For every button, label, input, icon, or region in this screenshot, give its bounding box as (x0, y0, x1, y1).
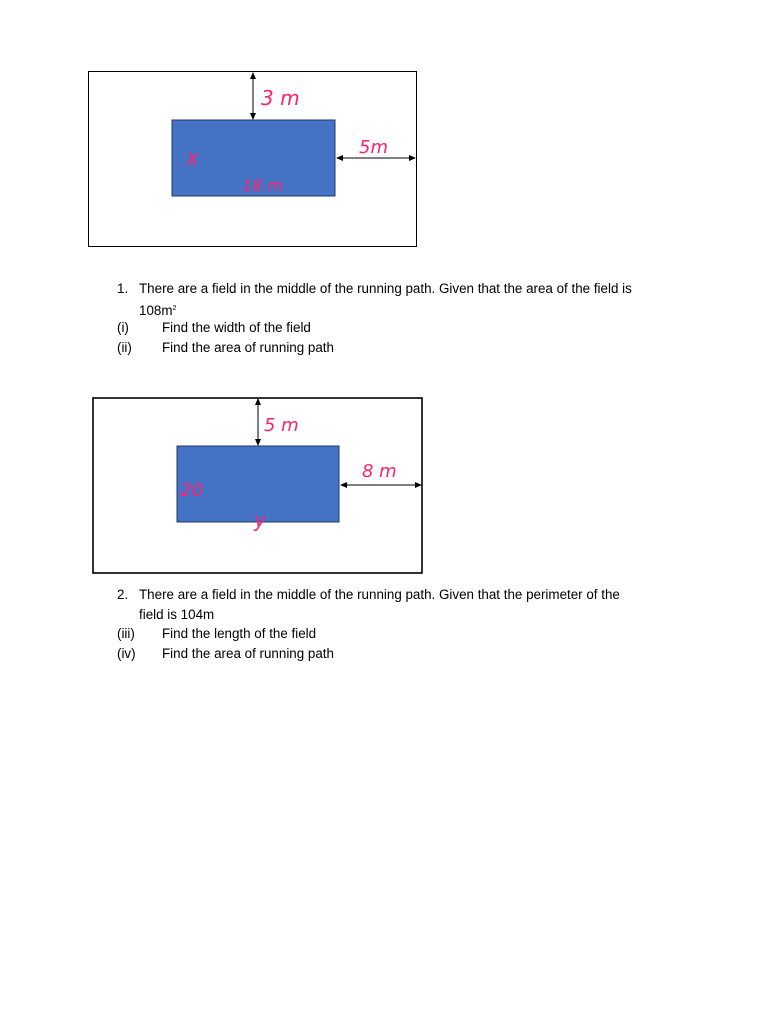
part-label: (iv) (117, 645, 136, 661)
question-text-line: There are a field in the middle of the running path. Given that the perimeter of the (139, 587, 620, 602)
question-text-line: field is 104m (139, 606, 215, 622)
figure-2-diagram (92, 397, 426, 575)
part-text: Find the length of the field (162, 626, 317, 641)
question-number: 2. (117, 587, 129, 602)
question-2 (117, 585, 717, 665)
label-field-width: x (186, 146, 200, 171)
part-text: Find the width of the field (162, 320, 311, 335)
part-text: Find the area of running path (162, 339, 334, 355)
figure-1 (88, 71, 420, 249)
label-top-distance: 5 m (264, 415, 299, 436)
figure-1-diagram (88, 71, 420, 249)
part-text: Find the area of running path (162, 645, 334, 661)
question-number: 1. (117, 281, 129, 296)
label-field-width: 20 (180, 480, 203, 501)
part-label: (ii) (117, 339, 132, 355)
label-field-length: 18 m (242, 176, 284, 195)
label-top-distance: 3 m (261, 86, 300, 110)
question-text-line: There are a field in the middle of the running path. Given that the area of the field is (139, 281, 632, 296)
label-right-distance: 5m (359, 137, 388, 158)
label-right-distance: 8 m (362, 461, 397, 482)
part-label: (iii) (117, 626, 135, 641)
figure-2 (92, 397, 426, 575)
part-label: (i) (117, 320, 129, 335)
label-field-length: y (254, 508, 266, 532)
area-value: $108m^2$ (139, 302, 177, 318)
question-1 (117, 279, 717, 359)
superscript: 2 (172, 304, 177, 312)
